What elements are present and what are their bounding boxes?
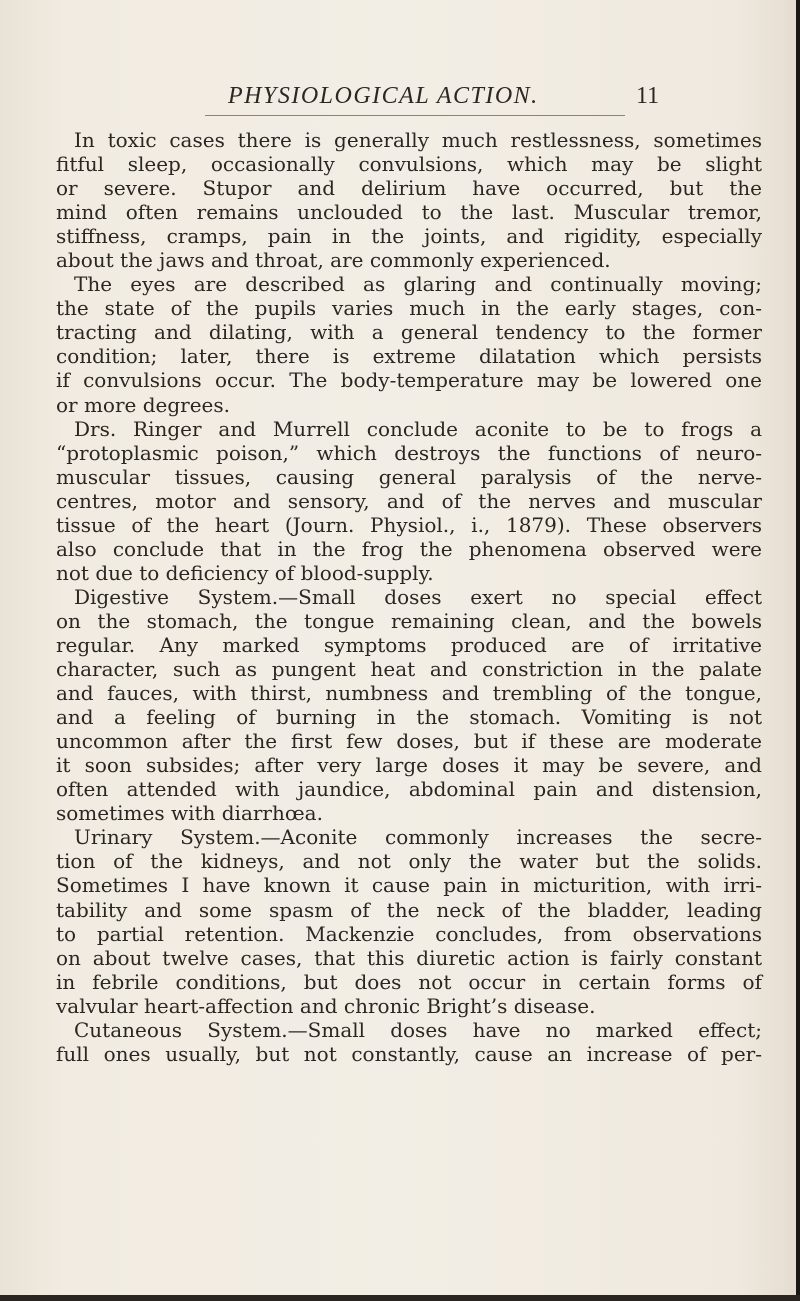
text-line: tion of the kidneys, and not only the water but the solids. [56, 849, 762, 874]
text-line: muscular tissues, causing general paralysis of the nerve- [56, 464, 762, 489]
text-line: to partial retention. Mackenzie concludes, from observations [56, 921, 762, 946]
running-head: PHYSIOLOGICAL ACTION. [228, 83, 539, 109]
text-line: condition; later, there is extreme dilatation which persists [56, 344, 762, 369]
section-line-digestive: Digestive System.—Small doses exert no special effect [74, 584, 762, 609]
text-line: and fauces, with thirst, numbness and trembling of the tongue, [56, 681, 762, 706]
text-line: or severe. Stupor and delirium have occurred, but the [56, 176, 762, 201]
text-line: if convulsions occur. The body-temperature may be lowered one [56, 368, 762, 393]
text-line: “protoplasmic poison,” which destroys the functions of neuro- [56, 440, 762, 465]
page-edge-shadow [796, 0, 800, 1301]
text-line: and a feeling of burning in the stomach. Vomiting is not [56, 705, 762, 730]
text-line: sometimes with diarrhœa. [56, 801, 323, 826]
text-line: fitful sleep, occasionally convulsions, which may be slight [56, 152, 762, 177]
page-header [0, 83, 800, 113]
text-line: uncommon after the first few doses, but if these are moderate [56, 729, 762, 754]
text-line: tissue of the heart (Journ. Physiol., i., 1879). These observers [56, 512, 762, 537]
text-line: on the stomach, the tongue remaining clean, and the bowels [56, 608, 762, 633]
text-line: regular. Any marked symptoms produced are of irritative [56, 632, 762, 657]
text-line: character, such as pungent heat and constriction in the palate [56, 657, 762, 682]
text-line: Drs. Ringer and Murrell conclude aconite to be to frogs a [74, 416, 762, 441]
text-line: Sometimes I have known it cause pain in micturition, with irri- [56, 873, 762, 898]
text-line: valvular heart-affection and chronic Bright’s disease. [56, 993, 596, 1018]
text-line: in febrile conditions, but does not occur in certain forms of [56, 969, 762, 994]
text-line: mind often remains unclouded to the last. Muscular tremor, [56, 200, 762, 225]
text-line: full ones usually, but not constantly, cause an increase of per- [56, 1041, 762, 1066]
section-line-urinary: Urinary System.—Aconite commonly increases the secre- [74, 825, 762, 850]
text-line: also conclude that in the frog the phenomena observed were [56, 536, 762, 561]
text-line: often attended with jaundice, abdominal pain and distension, [56, 777, 762, 802]
text-line: not due to deficiency of blood-supply. [56, 560, 434, 585]
text-line: stiffness, cramps, pain in the joints, and rigidity, especially [56, 224, 762, 249]
section-line-cutaneous: Cutaneous System.—Small doses have no marked effect; [74, 1017, 762, 1042]
text-line: the state of the pupils varies much in the early stages, con- [56, 296, 762, 321]
text-line: centres, motor and sensory, and of the nerves and muscular [56, 488, 762, 513]
text-line: on about twelve cases, that this diuretic action is fairly constant [56, 945, 762, 970]
body-text [56, 128, 762, 1066]
text-line: tability and some spasm of the neck of the bladder, leading [56, 897, 762, 922]
text-line: tracting and dilating, with a general tendency to the former [56, 320, 762, 345]
text-line: In toxic cases there is generally much restlessness, sometimes [74, 128, 762, 152]
text-line: it soon subsides; after very large doses it may be severe, and [56, 753, 762, 778]
header-rule [205, 115, 625, 116]
text-line: The eyes are described as glaring and continually moving; [74, 272, 762, 297]
text-line: about the jaws and throat, are commonly experienced. [56, 248, 611, 273]
text-line: or more degrees. [56, 392, 231, 417]
page-number: 11 [636, 83, 660, 109]
page-bottom-edge [0, 1295, 800, 1301]
